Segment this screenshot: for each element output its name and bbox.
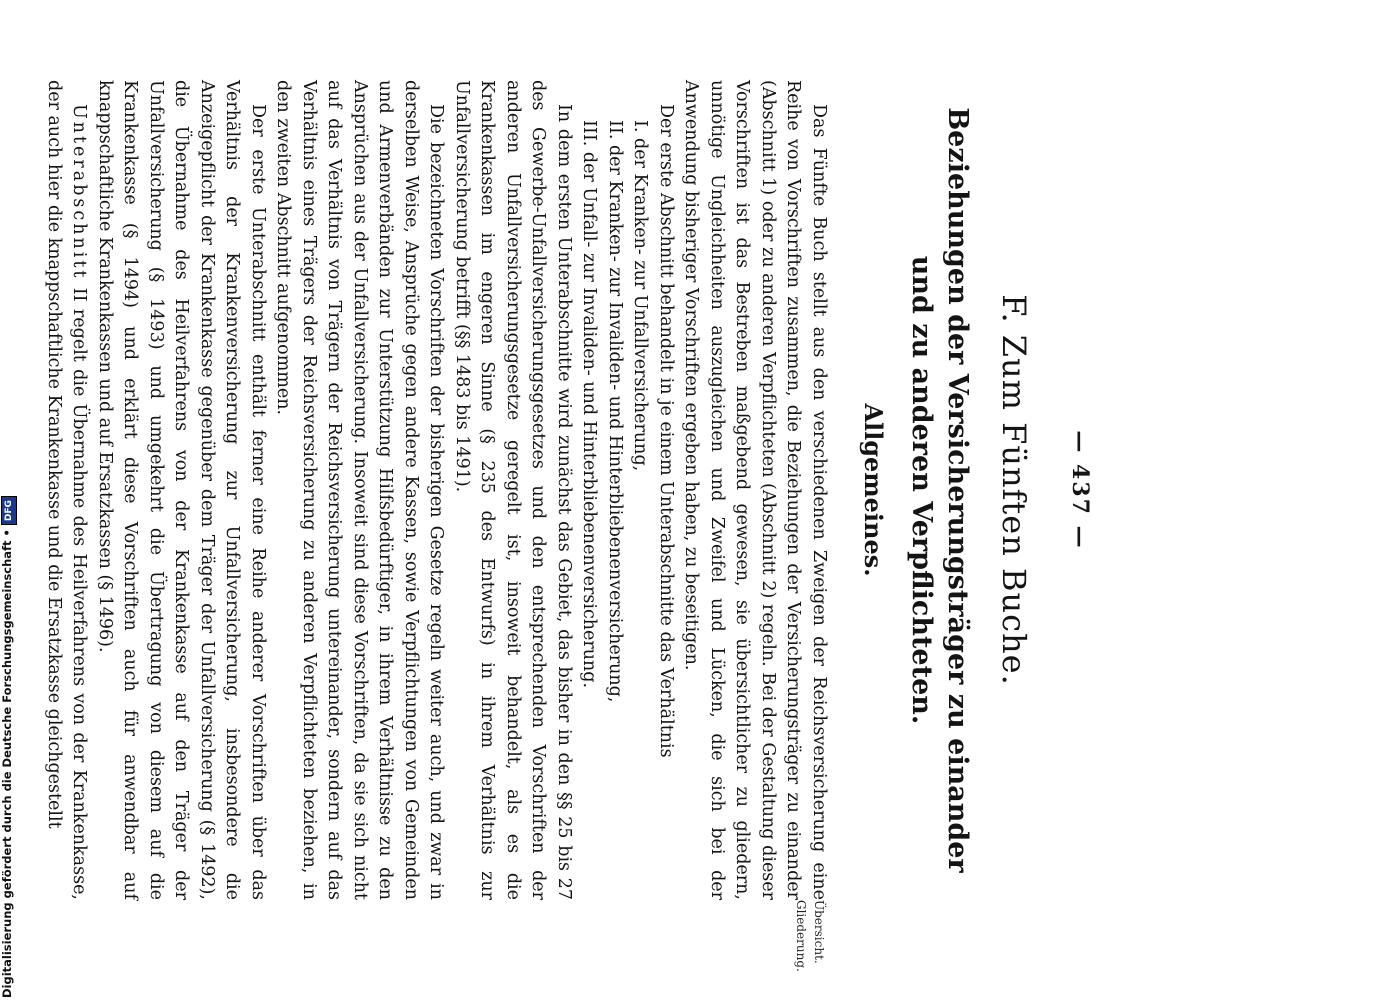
paragraph: Der erste Abschnitt behandelt in je einem Unterabschnitte das Verhältnis [656,104,676,758]
dfg-logo: DFG [1,496,17,525]
body-text [41,80,832,900]
spaced-lead: Unterabschnitt [69,104,90,281]
paragraph [41,80,92,900]
subsection-heading: Allgemeines. [859,403,888,577]
list-item: I. der Kranken- zur Unfallversicherung, [630,120,651,472]
page-number: — 437 — [1067,430,1093,550]
margin-notes [792,900,828,980]
section-title-line-1: Beziehungen der Versicherungsträger zu einander [942,107,973,873]
section-title-line-2: und zu anderen Verpflichteten. [906,255,937,725]
margin-note-structure: Gliederung. [794,900,808,972]
funding-notice [0,500,17,1000]
section-title [903,80,975,900]
paragraph: Die bezeichneten Vorschriften der bisherigen Gesetze regeln weiter auch, und zwar in derselben Weise, Ansprüche gegen andere Kassen, sowie Verpflichtungen von Gemeinden und Armenverbänden zur Unterstützung Hilfsbedürftiger, in ihrem Verhältnisse zu den Ansprüchen aus der Unfallversicherung. Insoweit sind diese Vorschriften, da sie sich nicht auf das Verhältnis von Trägern der Reichsversicherung untereinander, sondern auf das Verhältnis eines Trägers der Reichsversicherung zu anderen Verpflichteten beziehen, in den zweiten Abschnitt aufgenommen. [273,80,447,900]
paragraph: Der erste Unterabschnitt enthält ferner eine Reihe anderer Vorschriften über das Verhältnis der Krankenversicherung zur Unfallversicherung, insbesondere die Anzeigepflicht der Krankenkasse gegenüber dem Träger der Unfallversicherung (§ 1492), die Übernahme des Heilverfahrens von der Krankenkasse auf den Träger der Unfallversicherung (§ 1493) und umgekehrt die Übertragung von diesem auf die Krankenkasse (§ 1494) und erklärt diese Vorschriften auch für anwendbar auf knappschaftliche Krankenkassen und auf Ersatzkassen (§ 1496). [95,80,268,900]
paragraph: In dem ersten Unterabschnitte wird zunächst das Gebiet, das bisher in den §§ 25 bis 27 des Gewerbe-Unfallversicherungsgesetzes und den entsprechenden Vorschriften der anderen Unfallversicherungsgesetze geregelt ist, insoweit behandelt, als es die Krankenkassen im engeren Sinne (§ 235 des Entwurfs) in ihrem Verhältnis zur Unfallversicherung betrifft (§§ 1483 bis 1491). [452,80,574,900]
list-item: III. der Unfall- zur Invaliden- und Hinterbliebenenversicherung. [579,120,600,689]
margin-note-overview: Übersicht. [812,900,826,964]
document-page [44,80,1093,972]
funding-strip [0,0,14,1000]
chapter-heading: F. Zum Fünften Buche. [995,294,1033,686]
funding-notice-text: Digitalisierung gefördert durch die Deutsche Forschungsgemeinschaft • [0,529,14,998]
paragraph: Das Fünfte Buch stellt aus den verschiedenen Zweigen der Reichsversicherung eine Reihe von Vorschriften zusammen, die Beziehungen der Versicherungsträger zu einander (Abschnitt 1) oder zu anderen Verpflichteten (Abschnitt 2) regeln. Bei der Gestaltung dieser Vorschriften ist das Bestreben maßgebend gewesen, sie übersichtlicher zu gliedern, unnötige Ungleichheiten auszugleichen und Zweifel und Lücken, die sich bei der Anwendung bisheriger Vorschriften ergeben haben, zu beseitigen. [681,80,829,900]
paragraph-rest: II regelt die Übernahme des Heilverfahrens von der Krankenkasse, der auch hier die knappschaftliche Krankenkasse und die Ersatzkasse gleichgestellt [44,80,90,900]
list-item: II. der Kranken- zur Invaliden- und Hinterbliebenenversicherung, [605,120,625,703]
